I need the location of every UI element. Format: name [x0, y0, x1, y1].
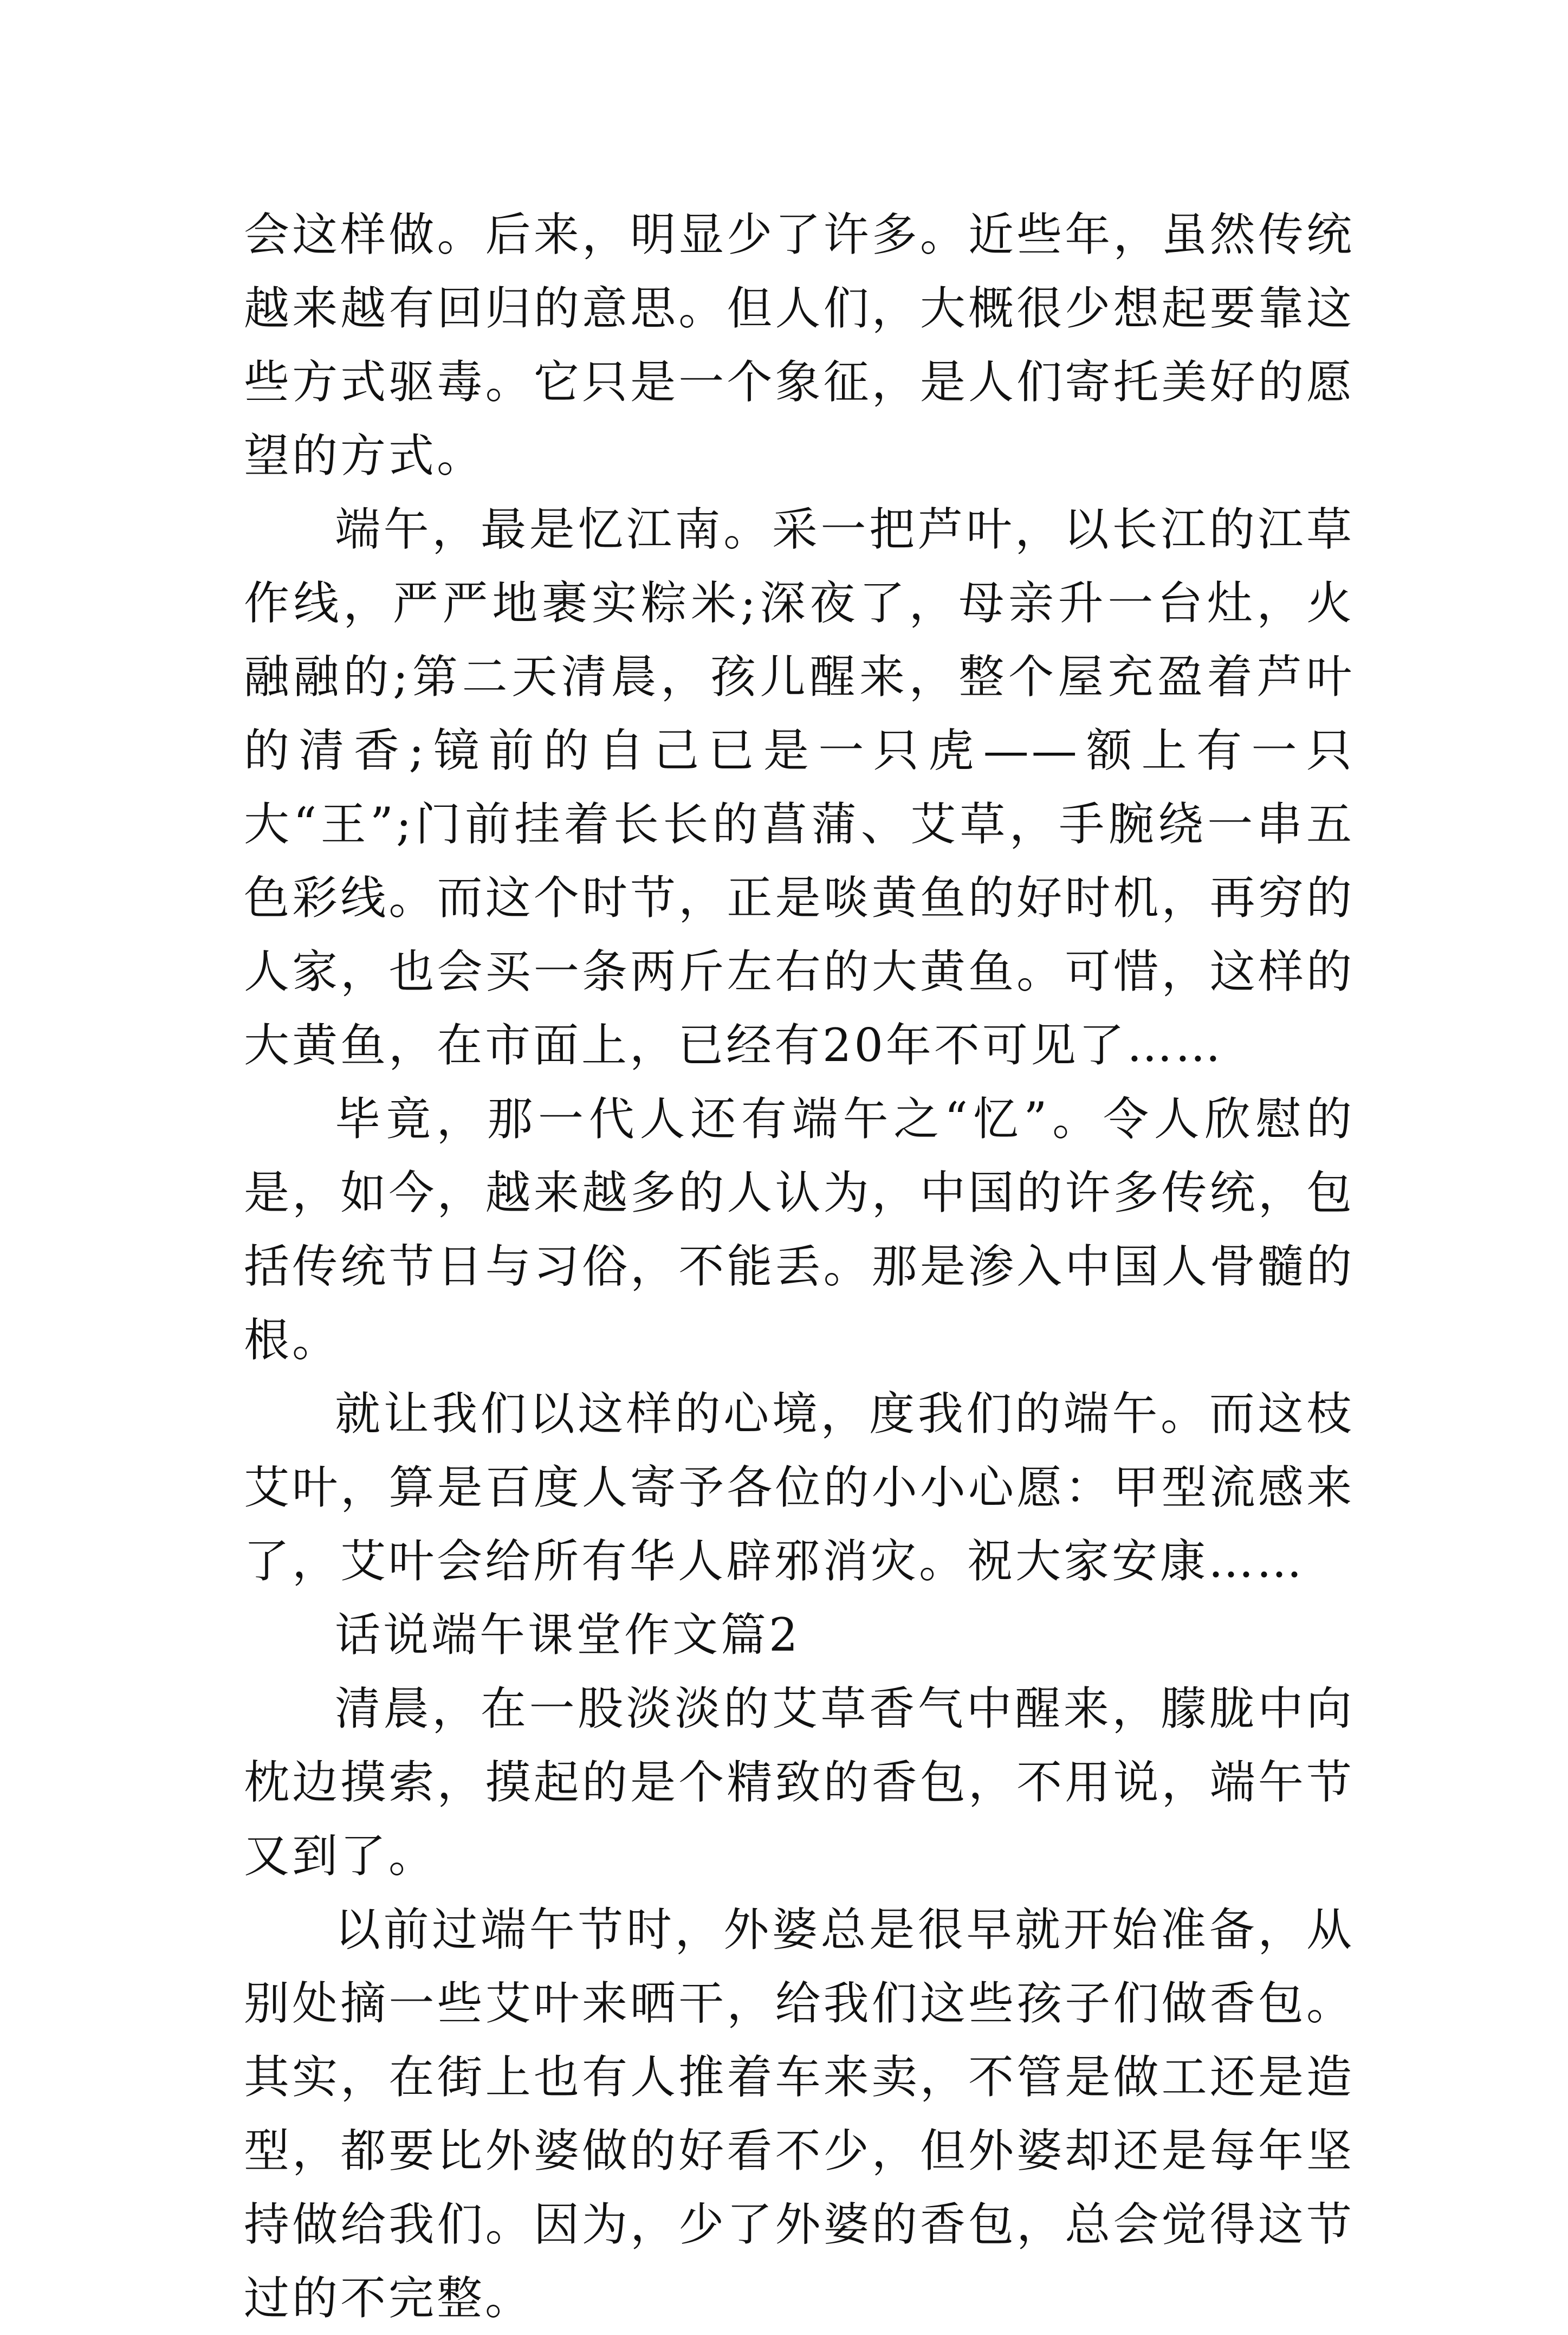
paragraph-dragon-boat-memory: 端午，最是忆江南。采一把芦叶，以长江的江草作线，严严地裹实粽米;深夜了，母亲升一台灶，火融融的;第二天清晨，孩儿醒来，整个屋充盈着芦叶的清香;镜前的自己已是一只虎——额上有一只大“王”;门前挂着长长的菖蒲、艾草，手腕绕一串五色彩线。而这个时节，正是啖黄鱼的好时机，再穷的人家，也会买一条两斤左右的大黄鱼。可惜，这样的大黄鱼，在市面上，已经有20年不可见了……	[244, 503, 1355, 1072]
paragraph-tradition-roots: 毕竟，那一代人还有端午之“忆”。令人欣慰的是，如今，越来越多的人认为，中国的许多传统，包括传统节日与习俗，不能丢。那是渗入中国人骨髓的根。	[244, 1092, 1355, 1367]
paragraph-morning-sachet: 清晨，在一股淡淡的艾草香气中醒来，朦胧中向枕边摸索，摸起的是个精致的香包，不用说，端午节又到了。	[244, 1682, 1355, 1883]
paragraph-grandmother-sachet: 以前过端午节时，外婆总是很早就开始准备，从别处摘一些艾叶来晒干，给我们这些孩子们做香包。其实，在街上也有人推着车来卖，不管是做工还是造型，都要比外婆做的好看不少，但外婆却还是每年坚持做给我们。因为，少了外婆的香包，总会觉得这节过的不完整。	[244, 1903, 1355, 2325]
section-heading: 话说端午课堂作文篇2	[335, 1608, 801, 1661]
paragraph-wishes: 就让我们以这样的心境，度我们的端午。而这枝艾叶，算是百度人寄予各位的小小心愿：甲型流感来了，艾叶会给所有华人辟邪消灾。祝大家安康……	[244, 1387, 1355, 1588]
article-body	[244, 198, 1355, 2335]
paragraph-continuation: 会这样做。后来，明显少了许多。近些年，虽然传统越来越有回归的意思。但人们，大概很少想起要靠这些方式驱毒。它只是一个象征，是人们寄托美好的愿望的方式。	[244, 208, 1355, 482]
